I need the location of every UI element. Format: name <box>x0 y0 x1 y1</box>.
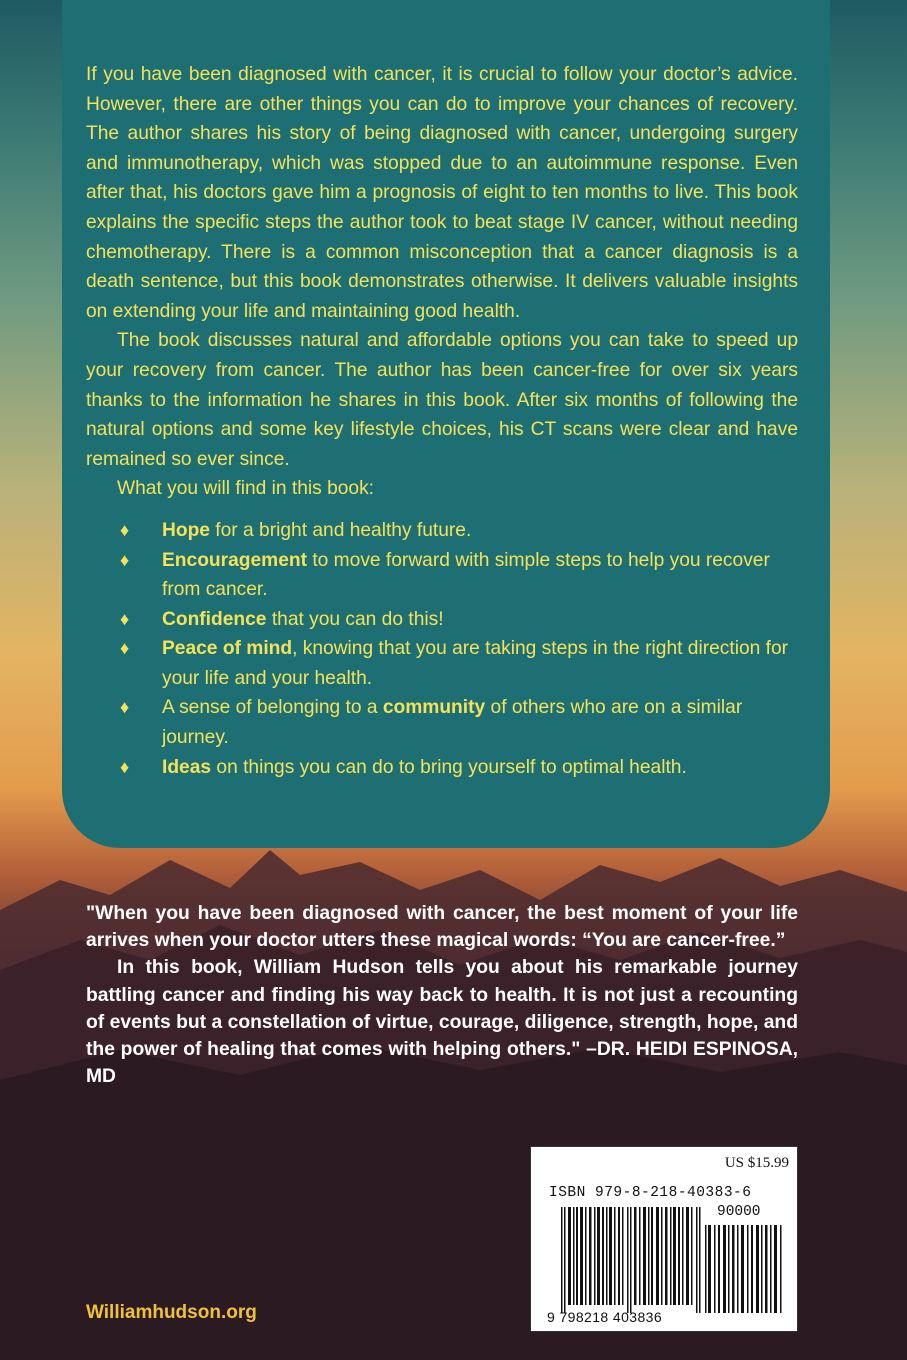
testimonial <box>86 900 798 1090</box>
testimonial-paragraph-1: "When you have been diagnosed with cancer, the best moment of your life arrives when your doctor utters these magical words: “You are cancer-free.” <box>86 903 798 952</box>
barcode-box <box>530 1146 798 1332</box>
list-item: ♦ Peace of mind, knowing that you are taking steps in the right direction for your life and your health. <box>86 634 798 693</box>
diamond-bullet-icon: ♦ <box>120 638 130 659</box>
diamond-bullet-icon: ♦ <box>120 549 130 570</box>
list-intro: What you will find in this book: <box>117 478 375 500</box>
addon-barcode-icon <box>705 1225 783 1313</box>
list-item: ♦ Confidence that you can do this! <box>86 605 798 635</box>
price-label: US $15.99 <box>724 1155 789 1171</box>
diamond-bullet-icon: ♦ <box>120 697 130 718</box>
book-description <box>86 60 798 782</box>
addon-number: 90000 <box>717 1204 761 1220</box>
diamond-bullet-icon: ♦ <box>120 756 130 777</box>
diamond-bullet-icon: ♦ <box>120 519 130 540</box>
list-item: ♦ Encouragement to move forward with simple steps to help you recover from cancer. <box>86 546 798 605</box>
description-paragraph-2: The book discusses natural and affordable options you can take to speed up your recovery from cancer. The author has been cancer-free for over six years thanks to the information he shares in this book. After six months of following the natural options and some key lifestyle choices, his CT scans were clear and have remained so ever since. <box>86 330 798 470</box>
website-link[interactable]: Williamhudson.org <box>86 1302 257 1323</box>
list-item: ♦ A sense of belonging to a community of others who are on a similar journey. <box>86 693 798 752</box>
isbn-label: ISBN 979-8-218-40383-6 <box>549 1185 752 1201</box>
ean-number: 9 798218 403836 <box>547 1309 662 1325</box>
diamond-bullet-icon: ♦ <box>120 608 130 629</box>
list-item: ♦ Hope for a bright and healthy future. <box>86 516 798 546</box>
description-paragraph-1: If you have been diagnosed with cancer, it is crucial to follow your doctor’s advice. However, there are other things you can do to improve your chances of recovery. The author shares his story of being diagnosed with cancer, undergoing surgery and immunotherapy, which was stopped due to an autoimmune response. Even after that, his doctors gave him a prognosis of eight to ten months to live. This book explains the specific steps the author took to beat stage IV cancer, without needing chemotherapy. There is a common misconception that a cancer diagnosis is a death sentence, but this book demonstrates otherwise. It delivers valuable insights on extending your life and maintaining good health. <box>86 64 798 322</box>
list-item: ♦ Ideas on things you can do to bring yourself to optimal health. <box>86 753 798 783</box>
ean-barcode-icon <box>561 1207 701 1313</box>
benefits-list <box>86 516 798 782</box>
testimonial-paragraph-2: In this book, William Hudson tells you about his remarkable journey battling cancer and finding his way back to health. It is not just a recounting of events but a constellation of virtue, courage, diligence, strength, hope, and the power of healing that comes with helping others." –DR. HEIDI ESPINOSA, MD <box>86 957 798 1088</box>
